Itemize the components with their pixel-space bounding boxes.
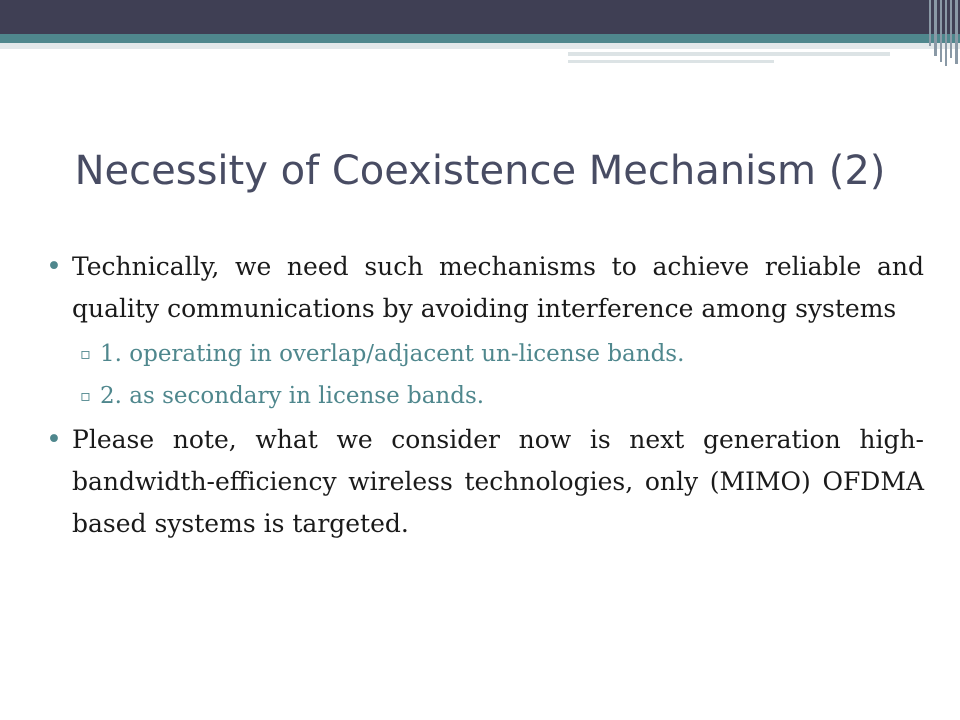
bullet-text: Technically, we need such mechanisms to achieve reliable and quality communications by avoiding interference among systems xyxy=(72,252,924,323)
header-vertical-line xyxy=(945,0,947,66)
sub-bullet-text: 2. as secondary in license bands. xyxy=(100,383,485,409)
header-accent-line-short xyxy=(568,60,774,63)
slide-title: Necessity of Coexistence Mechanism (2) xyxy=(74,148,886,194)
header-vertical-line xyxy=(950,0,952,58)
bullet-item xyxy=(46,419,924,545)
sub-bullet-marker: ▫ xyxy=(80,386,91,405)
bullet-marker: • xyxy=(46,424,62,455)
header-vertical-line xyxy=(929,0,931,46)
sub-bullet-marker: ▫ xyxy=(80,344,91,363)
header-vertical-line xyxy=(940,0,942,62)
sub-bullet-text: 1. operating in overlap/adjacent un-license bands. xyxy=(100,341,685,367)
slide-body xyxy=(46,246,924,550)
sub-bullet-item xyxy=(46,377,924,415)
header-grey-stripe xyxy=(0,43,960,49)
bullet-text: Please note, what we consider now is next generation high-bandwidth-efficiency wireless technologies, only (MIMO) OFDMA based systems is targeted. xyxy=(72,425,924,538)
header-vertical-line xyxy=(934,0,937,56)
sub-bullet-item xyxy=(46,335,924,373)
header-accent-line xyxy=(568,52,890,56)
header-teal-stripe xyxy=(0,34,960,43)
header-bar xyxy=(0,0,960,34)
bullet-marker: • xyxy=(46,251,62,282)
bullet-item xyxy=(46,246,924,330)
header-vertical-line xyxy=(955,0,958,64)
